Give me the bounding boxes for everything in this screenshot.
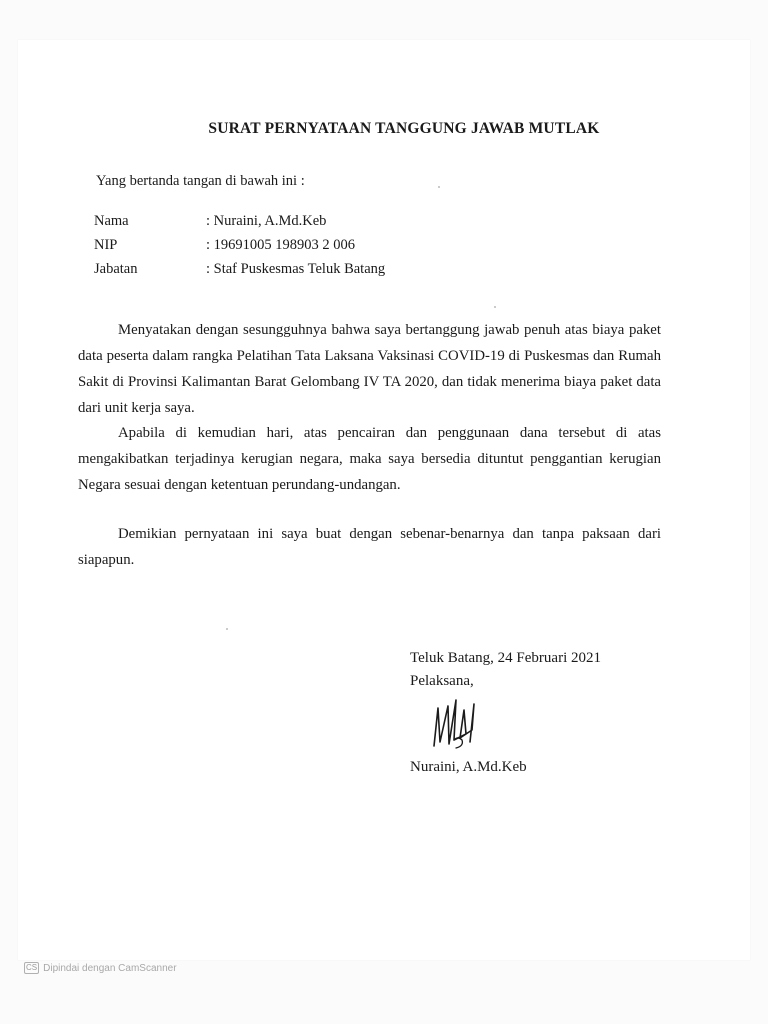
intro-line: Yang bertanda tangan di bawah ini : [96, 173, 305, 189]
signature-block [410, 647, 601, 693]
signer-role: Pelaksana, [410, 673, 474, 689]
scanner-watermark [24, 962, 177, 974]
scan-speck [226, 628, 228, 630]
place-date: Teluk Batang, 24 Februari 2021 [410, 650, 601, 666]
field-row-nip [94, 237, 514, 261]
field-row-jabatan [94, 261, 514, 285]
field-value: : 19691005 198903 2 006 [206, 237, 356, 253]
liability-paragraph [78, 420, 661, 498]
signature-icon [426, 690, 486, 756]
scan-speck [494, 306, 496, 308]
identity-fields [94, 213, 514, 285]
field-value: : Staf Puskesmas Teluk Batang [206, 261, 386, 277]
paragraph-text: Apabila di kemudian hari, atas pencairan dan penggunaan dana tersebut di atas mengakibatkan terjadinya kerugian negara, maka saya bersedia dituntut penggantian kerugian Negara sesuai dengan ketentuan perundang-undangan. [78, 425, 661, 493]
field-label: Jabatan [94, 261, 138, 277]
scan-speck [438, 186, 440, 188]
field-value: : Nuraini, A.Md.Keb [206, 213, 327, 229]
camscanner-logo-icon: CS [26, 963, 38, 972]
field-row-nama [94, 213, 514, 237]
watermark-text: Dipindai dengan CamScanner [43, 962, 177, 974]
signer-name: Nuraini, A.Md.Keb [410, 759, 527, 775]
field-label: Nama [94, 213, 129, 229]
document-title: SURAT PERNYATAAN TANGGUNG JAWAB MUTLAK [208, 120, 600, 137]
paragraph-text: Demikian pernyataan ini saya buat dengan sebenar-benarnya dan tanpa paksaan dari siapapun. [78, 526, 661, 568]
statement-paragraph [78, 317, 661, 421]
field-label: NIP [94, 237, 118, 253]
closing-paragraph [78, 521, 661, 573]
paragraph-text: Menyatakan dengan sesungguhnya bahwa saya bertanggung jawab penuh atas biaya paket data peserta dalam rangka Pelatihan Tata Laksana Vaksinasi COVID-19 di Puskesmas dan Rumah Sakit di Provinsi Kalimantan Barat Gelombang IV TA 2020, dan tidak menerima biaya paket data dari unit kerja saya. [78, 322, 661, 416]
